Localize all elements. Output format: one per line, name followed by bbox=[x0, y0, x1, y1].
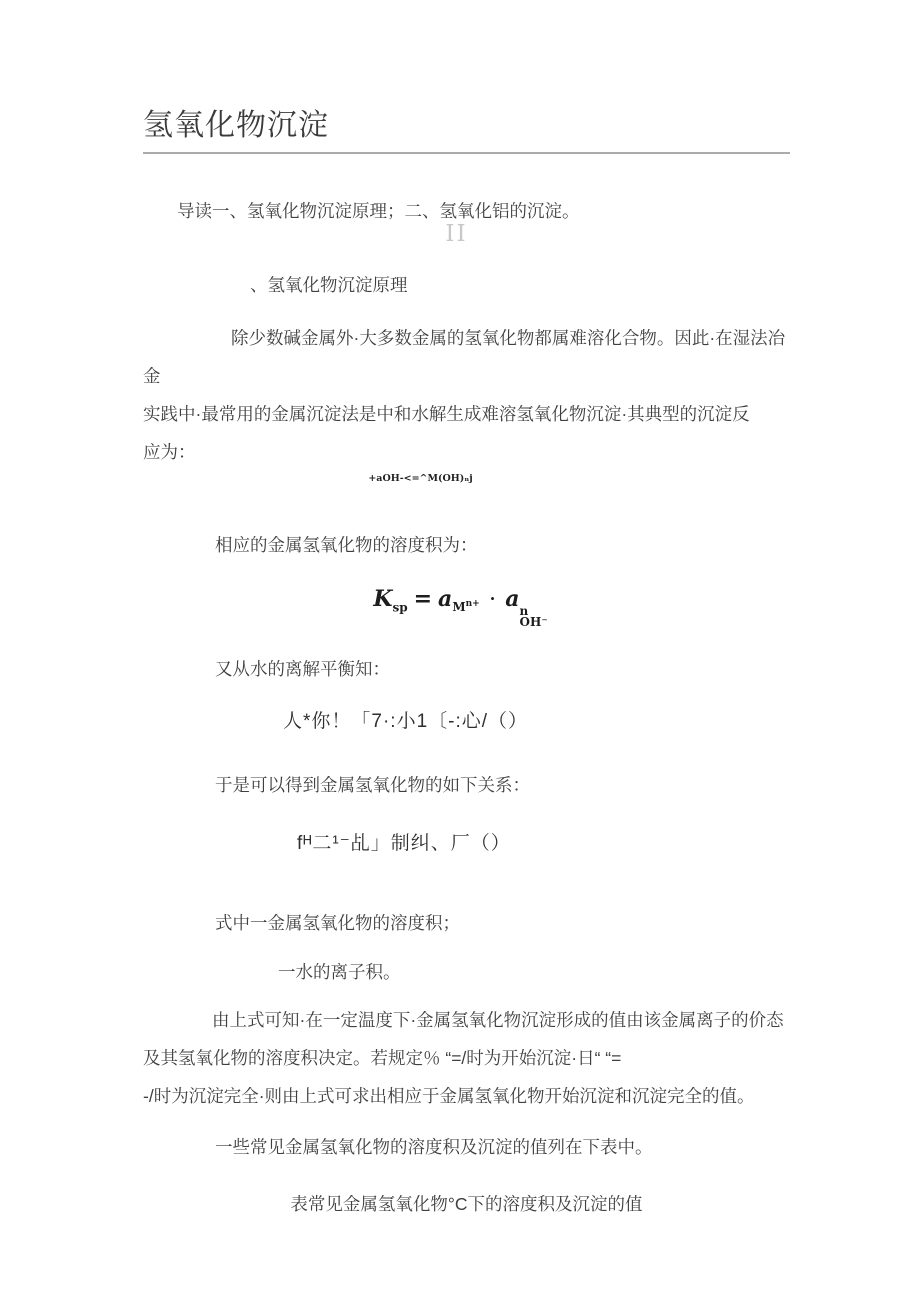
metal-sub: M bbox=[452, 600, 466, 615]
dot-operator: · bbox=[489, 589, 496, 608]
paragraph-line: -/时为沉淀完全·则由上式可求出相应于金属氢氧化物开始沉淀和沉淀完全的值。 bbox=[143, 1085, 755, 1106]
activity-hydroxide-term bbox=[505, 586, 548, 629]
page-break-mark: II bbox=[445, 221, 468, 247]
paragraph-line: 及其氢氧化物的溶度积决定。若规定％ “=/时为开始沉淀·日“ “= bbox=[143, 1047, 622, 1068]
paragraph-intro-precipitation bbox=[143, 319, 790, 471]
paragraph-ph-start-complete bbox=[143, 1001, 790, 1115]
equals-sign: = bbox=[413, 586, 433, 612]
page-title: 氢氧化物沉淀 bbox=[143, 109, 329, 142]
activity-a: a bbox=[438, 586, 453, 612]
ksp-sub-sp: sp bbox=[392, 600, 408, 615]
ksp-k: K bbox=[373, 586, 393, 612]
table-caption: 表常见金属氢氧化物°C下的溶度积及沉淀的值 bbox=[290, 1193, 643, 1214]
section-heading: 、氢氧化物沉淀原理 bbox=[250, 275, 408, 295]
paragraph-water-ion-product-definition: 一水的离子积。 bbox=[278, 962, 401, 982]
paragraph-table-lead-in: 一些常见金属氢氧化物的溶度积及沉淀的值列在下表中。 bbox=[215, 1136, 653, 1157]
paragraph-line: 除少数碱金属外·大多数金属的氢氧化物都属难溶化合物。因此·在湿法冶金 bbox=[143, 328, 786, 386]
formula-water-ion-product-image: 人*你！「7·:小1〔-:心/（） bbox=[283, 711, 529, 732]
hydroxide-exponent: n bbox=[519, 604, 529, 618]
paragraph-relation-lead-in: 于是可以得到金属氢氧化物的如下关系： bbox=[215, 775, 530, 795]
paragraph-solubility-product-lead-in: 相应的金属氢氧化物的溶度积为： bbox=[215, 535, 478, 555]
metal-charge-sup: n+ bbox=[465, 599, 480, 610]
paragraph-line: 应为： bbox=[143, 442, 196, 462]
ksp-symbol bbox=[373, 586, 408, 615]
title-divider bbox=[143, 152, 790, 154]
formula-ksp-image bbox=[137, 583, 784, 629]
paragraph-line: 实践中·最常用的金属沉淀法是中和水解生成难溶氢氧化物沉淀·其典型的沉淀反 bbox=[143, 404, 750, 424]
paragraph-ksp-definition: 式中一金属氢氧化物的溶度积； bbox=[215, 913, 460, 933]
hydroxide-sub: OH⁻ bbox=[519, 615, 548, 629]
activity-a: a bbox=[505, 586, 520, 612]
intro-line: 导读一、氢氧化物沉淀原理；二、氢氧化铝的沉淀。 bbox=[177, 201, 580, 221]
activity-metal-term bbox=[438, 586, 480, 615]
paragraph-water-dissociation-lead-in: 又从水的离解平衡知： bbox=[215, 659, 390, 679]
formula-reaction-image: +aOH-<=^M(OH)ₙj bbox=[368, 473, 473, 484]
paragraph-line: 由上式可知·在一定温度下·金属氢氧化物沉淀形成的值由该金属离子的价态 bbox=[212, 1009, 784, 1030]
formula-ph-relation-image: fᴴ二¹⁻乩」制纠、厂（） bbox=[297, 833, 511, 854]
